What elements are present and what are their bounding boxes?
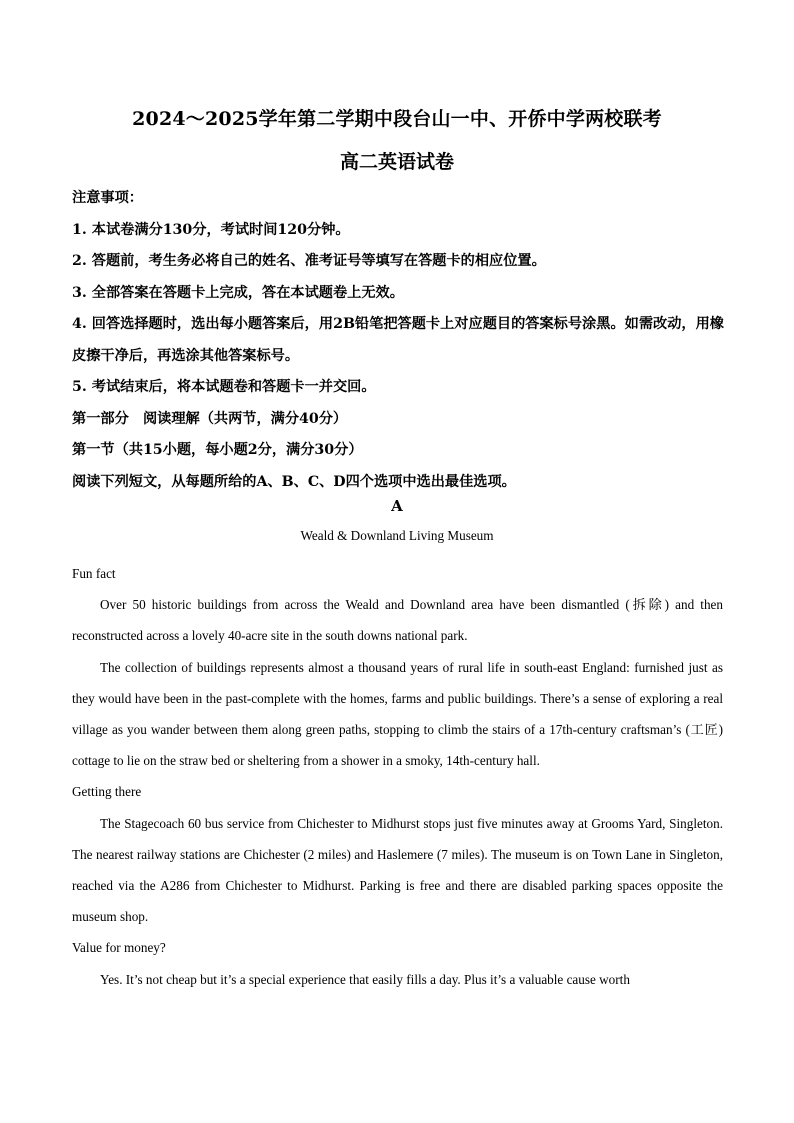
passage-paragraph-4: Yes. It’s not cheap but it’s a special experience that easily fills a day. Plus it’s a valuable cause worth	[100, 971, 630, 987]
note-item-4: 4. 回答选择题时，选出每小题答案后，用2B铅笔把答题卡上对应题目的答案标号涂黑。如需改动，用橡皮擦干净后，再选涂其他答案标号。	[72, 316, 724, 364]
exam-instructions	[72, 183, 724, 498]
passage-title: Weald & Downland Living Museum	[300, 528, 494, 543]
note-item-2: 2. 答题前，考生务必将自己的姓名、准考证号等填写在答题卡的相应位置。	[72, 253, 546, 269]
notes-heading: 注意事项：	[72, 190, 143, 206]
passage-paragraph-3: The Stagecoach 60 bus service from Chichester to Midhurst stops just five minutes away at Grooms Yard, Singleton. The nearest railway stations are Chichester (2 miles) and Haslemere (7 miles). The museum is on Town Lane in Singleton, reached via the A286 from Chichester to Midhurst. Parking is free and there are disabled parking spaces opposite the museum shop.	[72, 815, 723, 925]
passage-paragraph-2: The collection of buildings represents almost a thousand years of rural life in south-east England: furnished just as they would have been in the past-complete with the homes, farms and public buildings. There’s a sense of exploring a real village as you wander between them along green paths, stopping to climb the stairs of a 17th-century craftsman’s (工匠) cottage to lie on the straw bed or sheltering from a shower in a smoky, 14th-century hall.	[72, 659, 723, 769]
passage-heading-getting-there: Getting there	[72, 784, 142, 800]
note-item-5: 5. 考试结束后，将本试题卷和答题卡一并交回。	[72, 379, 376, 395]
passage-body	[72, 558, 723, 995]
exam-subtitle: 高二英语试卷	[339, 151, 454, 173]
exam-title: 2024～2025学年第二学期中段台山一中、开侨中学两校联考	[132, 108, 662, 130]
section-heading: 第一节（共15小题，每小题2分，满分30分）	[72, 442, 363, 458]
note-item-3: 3. 全部答案在答题卡上完成，答在本试题卷上无效。	[72, 284, 404, 301]
note-item-1: 1. 本试卷满分130分，考试时间120分钟。	[72, 221, 350, 238]
passage-letter: A	[391, 497, 403, 515]
part-heading: 第一部分 阅读理解（共两节，满分40分）	[72, 410, 348, 427]
passage-heading-value: Value for money?	[72, 940, 166, 956]
passage-heading-fun-fact: Fun fact	[72, 566, 116, 581]
passage-paragraph-1: Over 50 historic buildings from across the Weald and Downland area have been dismantled (拆除) and then reconstructed across a lovely 40-acre site in the south downs national park.	[72, 597, 723, 644]
reading-instruction: 阅读下列短文，从每题所给的A、B、C、D四个选项中选出最佳选项。	[72, 473, 516, 490]
